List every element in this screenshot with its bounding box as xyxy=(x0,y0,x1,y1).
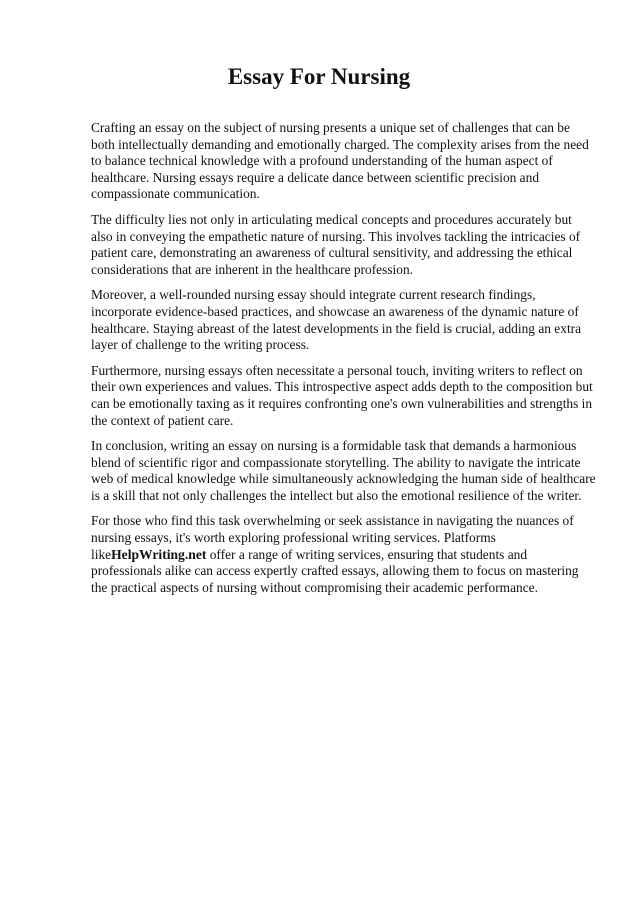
paragraph-difficulty: The difficulty lies not only in articulating medical concepts and procedures accurately but also in conveying the empathetic nature of nursing. This involves tackling the intricacies of patient care, demonstrating an awareness of cultural sensitivity, and addressing the ethical considerations that are inherent in the healthcare profession. xyxy=(91,211,581,277)
services-text-before: For those who find this task overwhelming or seek assistance in navigating the nuances of nursing essays, it's worth exploring professional writing services. Platforms like xyxy=(91,513,574,562)
paragraph-services xyxy=(91,513,596,596)
brand-name: HelpWriting.net xyxy=(111,546,207,562)
document-title: Essay For Nursing xyxy=(227,64,411,89)
paragraph-conclusion: In conclusion, writing an essay on nursing is a formidable task that demands a harmonious blend of scientific rigor and compassionate storytelling. The ability to navigate the intricate web of medical knowledge while simultaneously acknowledging the human side of healthcare is a skill that not only challenges the intellect but also the emotional resilience of the writer. xyxy=(91,438,596,503)
paragraph-personal: Furthermore, nursing essays often necessitate a personal touch, inviting writers to reflect on their own experiences and values. This introspective aspect adds depth to the composition but can be emotionally taxing as it requires confronting one's own vulnerabilities and strengths in the context of patient care. xyxy=(91,362,593,428)
paragraph-research: Moreover, a well-rounded nursing essay should integrate current research findings, incorporate evidence-based practices, and showcase an awareness of the dynamic nature of healthcare. Staying abreast of the latest developments in the field is crucial, adding an extra layer of challenge to the writing process. xyxy=(91,287,582,353)
paragraph-intro: Crafting an essay on the subject of nursing presents a unique set of challenges that can be both intellectually demanding and emotionally charged. The complexity arises from the need to balance technical knowledge with a profound understanding of the human aspect of healthcare. Nursing essays require a delicate dance between scientific precision and compassionate communication. xyxy=(91,120,589,202)
services-text-after: offer a range of writing services, ensuring that students and professionals alike can access expertly crafted essays, allowing them to focus on mastering the practical aspects of nursing without compromising their academic performance. xyxy=(91,546,579,595)
